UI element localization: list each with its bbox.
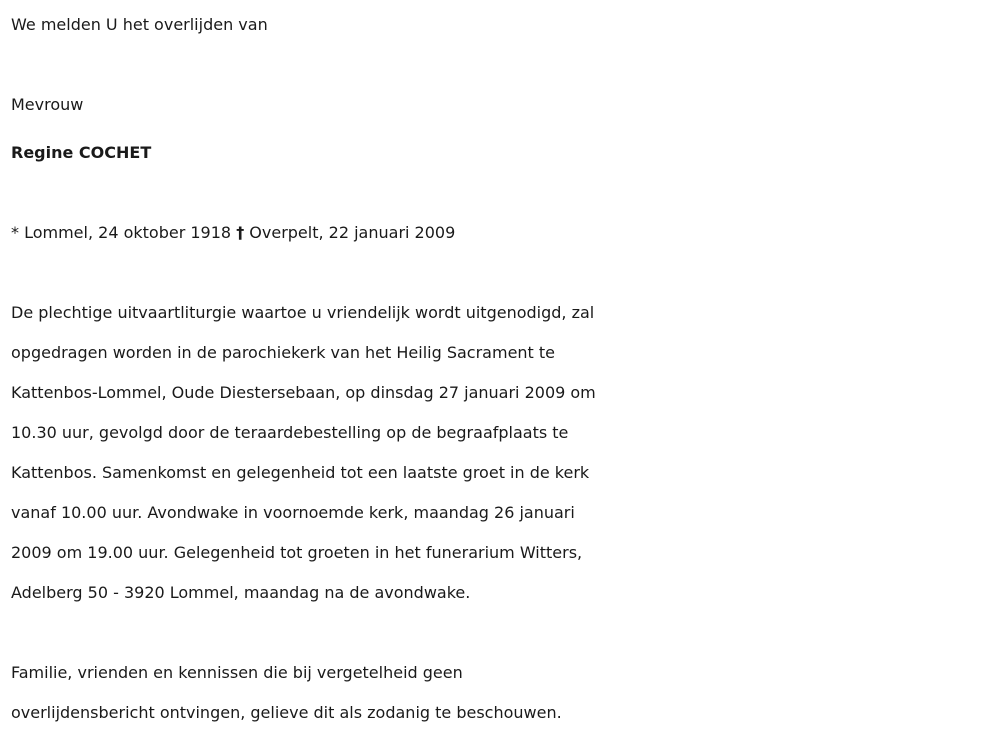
death-info: Overpelt, 22 januari 2009 [249,223,456,242]
ceremony-line: 2009 om 19.00 uur. Gelegenheid tot groeten in het funerarium Witters, [11,543,583,562]
life-dates [11,213,996,253]
spacer [11,253,996,293]
notice-paragraph [11,653,996,733]
intro-text: We melden U het overlijden van [11,15,268,34]
salutation: Mevrouw [11,95,84,114]
ceremony-line: De plechtige uitvaartliturgie waartoe u vriendelijk wordt uitgenodigd, zal [11,303,595,322]
spacer [11,125,996,133]
ceremony-line: Adelberg 50 - 3920 Lommel, maandag na de avondwake. [11,583,471,602]
cross-icon: † [236,223,245,242]
ceremony-line: 10.30 uur, gevolgd door de teraardebestelling op de begraafplaats te [11,423,569,442]
spacer [11,613,996,653]
deceased-name: Regine COCHET [11,143,152,162]
ceremony-line: vanaf 10.00 uur. Avondwake in voornoemde kerk, maandag 26 januari [11,503,575,522]
notice-line: overlijdensbericht ontvingen, gelieve dit als zodanig te beschouwen. [11,703,562,722]
ceremony-line: Kattenbos-Lommel, Oude Diestersebaan, op dinsdag 27 januari 2009 om [11,383,596,402]
birth-info: * Lommel, 24 oktober 1918 [11,223,232,242]
obituary-notice [11,5,996,733]
ceremony-line: Kattenbos. Samenkomst en gelegenheid tot een laatste groet in de kerk [11,463,590,482]
notice-line: Familie, vrienden en kennissen die bij vergetelheid geen [11,663,463,682]
spacer [11,45,996,85]
ceremony-paragraph [11,293,996,613]
spacer [11,173,996,213]
ceremony-line: opgedragen worden in de parochiekerk van het Heilig Sacrament te [11,343,556,362]
